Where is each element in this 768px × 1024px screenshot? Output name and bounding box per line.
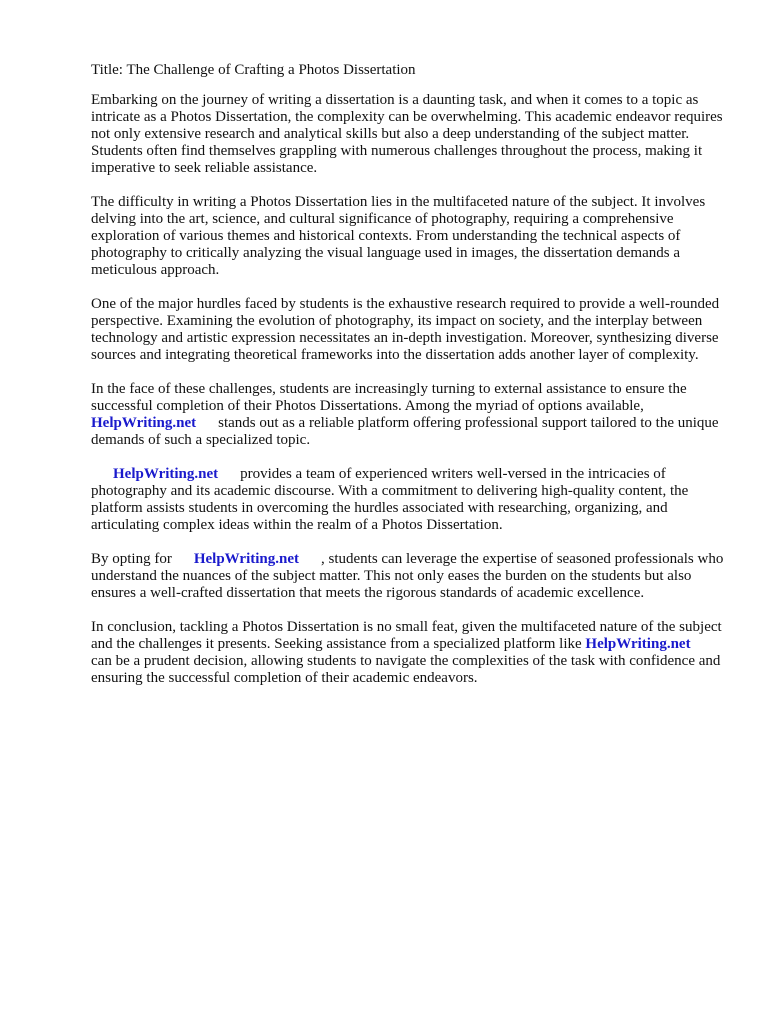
helpwriting-link-2[interactable]: HelpWriting.net (113, 466, 219, 482)
paragraph-3: One of the major hurdles faced by students is the exhaustive research required to provide a well-rounded perspective. Examining the evolution of photography, its impact on society, and the interplay between technology and artistic expression necessitates an in-depth investigation. Moreover, synthesizing diverse sources and integrating theoretical frameworks into the dissertation adds another layer of complexity. (91, 296, 720, 363)
document-page (91, 58, 731, 704)
paragraph-5 (91, 466, 731, 534)
paragraph-4-text-after: stands out as a reliable platform offering professional support tailored to the unique demands of such a specialized topic. (91, 415, 719, 448)
paragraph-6 (91, 551, 731, 602)
paragraph-2: The difficulty in writing a Photos Dissertation lies in the multifaceted nature of the subject. It involves delving into the art, science, and cultural significance of photography, requiring a comprehensive exploration of various themes and historical contexts. From understanding the technical aspects of photography to critically analyzing the visual language used in images, the dissertation demands a meticulous approach. (91, 194, 706, 278)
helpwriting-link-4[interactable]: HelpWriting.net (585, 636, 691, 652)
paragraph-7-text-before: In conclusion, tackling a Photos Dissertation is no small feat, given the multifaceted nature of the subject and the challenges it presents. Seeking assistance from a specialized platform like (91, 619, 722, 652)
helpwriting-link-1[interactable]: HelpWriting.net (91, 415, 197, 431)
paragraph-6-text-before: By opting for (91, 551, 172, 567)
paragraph-6-text-after: , students can leverage the expertise of seasoned professionals who understand the nuances of the subject matter. This not only eases the burden on the students but also ensures a well-crafted dissertation that meets the rigorous standards of academic excellence. (91, 551, 724, 601)
paragraph-4 (91, 381, 731, 449)
helpwriting-link-3[interactable]: HelpWriting.net (193, 551, 299, 567)
paragraph-7-text-after: can be a prudent decision, allowing students to navigate the complexities of the task with confidence and ensuring the successful completion of their academic endeavors. (91, 653, 721, 686)
paragraph-1: Embarking on the journey of writing a dissertation is a daunting task, and when it comes to a topic as intricate as a Photos Dissertation, the complexity can be overwhelming. This academic endeavor requires not only extensive research and analytical skills but also a deep understanding of the subject matter. Students often find themselves grappling with numerous challenges throughout the process, making it imperative to seek reliable assistance. (91, 92, 723, 176)
paragraph-5-text-after: provides a team of experienced writers well-versed in the intricacies of photography and its academic discourse. With a commitment to delivering high-quality content, the platform assists students in overcoming the hurdles associated with researching, organizing, and articulating complex ideas within the realm of a Photos Dissertation. (91, 466, 689, 533)
paragraph-7 (91, 619, 731, 687)
paragraph-4-text-before: In the face of these challenges, students are increasingly turning to external assistance to ensure the successful completion of their Photos Dissertations. Among the myriad of options available, (91, 381, 687, 414)
document-title: Title: The Challenge of Crafting a Photos Dissertation (91, 62, 416, 78)
